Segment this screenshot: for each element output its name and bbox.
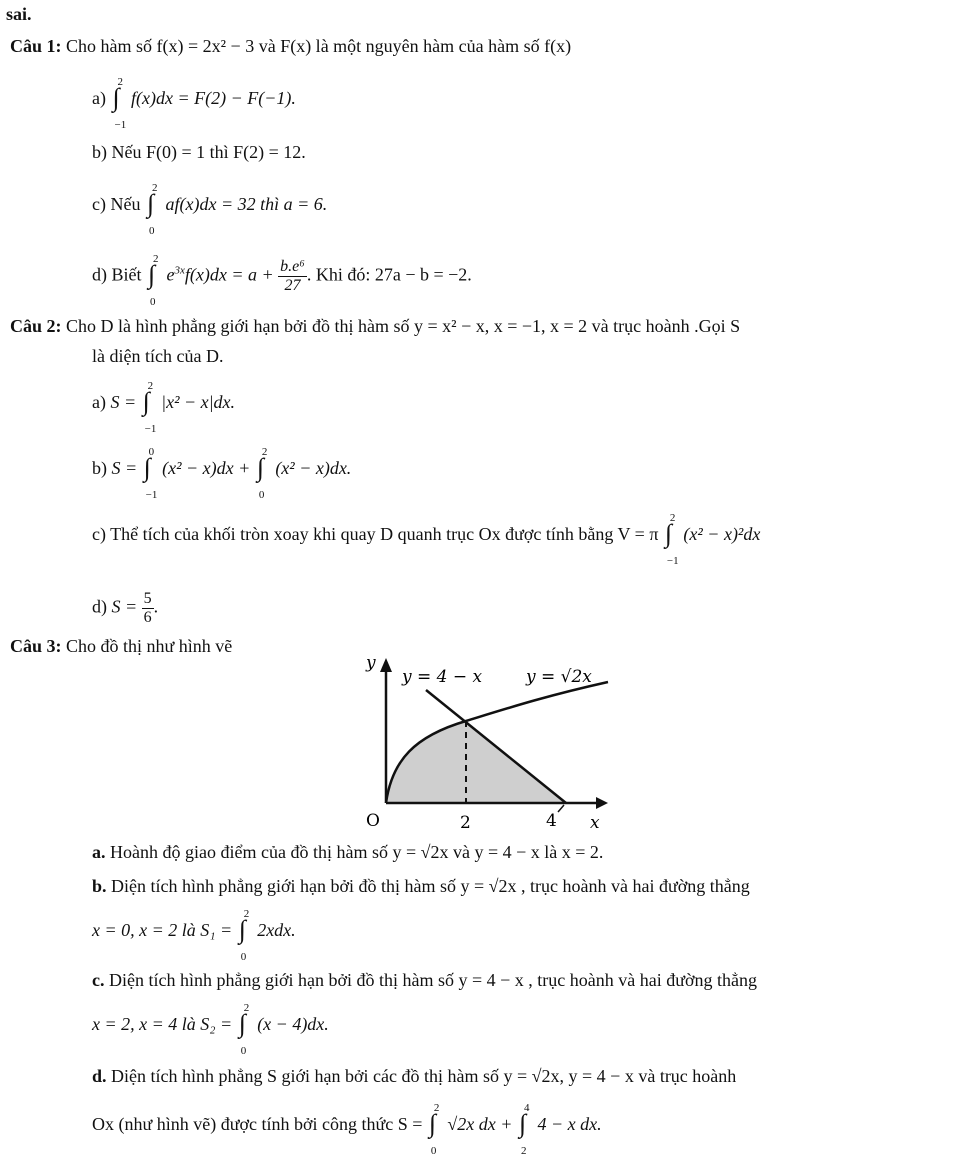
q1-label: Câu 1: — [10, 36, 62, 56]
q1-c-text: af(x)dx = 32 thì a = 6. — [165, 194, 328, 214]
q1-a-label: a) — [92, 88, 106, 108]
fraction-numerator: b.e⁶ — [280, 258, 305, 275]
integral-upper: 2 — [147, 379, 154, 392]
q3-d-label: d. — [92, 1066, 107, 1086]
q1-d-pre: Biết — [111, 264, 142, 285]
q3-option-c — [92, 968, 757, 992]
q3-a-text: Hoành độ giao điểm của đồ thị hàm số y = √2x và y = 4 − x là x = 2. — [110, 842, 604, 862]
integral-upper: 2 — [243, 1001, 250, 1014]
q2-c-text: Thể tích của khối tròn xoay khi quay D quanh trục Ox được tính bằng V = π — [110, 524, 659, 544]
curve1-label: y = 4 − x — [402, 667, 483, 687]
q3-c-line2-tail: (x − 4)dx. — [257, 1014, 329, 1034]
shaded-region — [386, 721, 566, 803]
q1-a-text: f(x)dx = F(2) − F(−1). — [130, 88, 296, 108]
q3-option-d — [92, 1064, 736, 1088]
q3-b-line2-tail: 2xdx. — [257, 920, 296, 940]
q2-b-label: b) — [92, 458, 107, 478]
fraction-denominator: 27 — [284, 277, 301, 294]
q1-option-c — [92, 181, 328, 237]
q3-a-label: a. — [92, 842, 106, 862]
q2-option-b — [92, 445, 352, 501]
q2-label: Câu 2: — [10, 316, 62, 336]
integral-upper: 2 — [153, 252, 159, 265]
q2-a-pre: S = — [110, 392, 137, 412]
q2-option-d — [92, 590, 158, 627]
q1-c-pre: Nếu — [110, 194, 141, 214]
q2-option-a — [92, 379, 236, 435]
integral-upper: 2 — [669, 511, 676, 524]
integral-sign: ∫ 2 0 — [238, 920, 252, 944]
integral-upper: 2 — [243, 907, 250, 920]
q1-option-b — [92, 140, 306, 164]
integral-lower: −1 — [114, 118, 127, 131]
q3-option-d-line2 — [92, 1101, 602, 1157]
q2-stem-line — [10, 314, 740, 338]
integral-lower: 0 — [240, 950, 247, 963]
q1-option-a — [92, 75, 296, 131]
integral-sign: ∫ 2 −1 — [142, 392, 156, 416]
q2-a-text: |x² − x|dx. — [161, 392, 236, 412]
integral-sign: ∫ 2 0 — [256, 458, 270, 482]
q2-d-tail: . — [153, 596, 159, 617]
q1-d-fraction — [278, 258, 307, 295]
integral-sign: ∫ 2 0 — [428, 1114, 442, 1138]
q3-d-tail: 4 − x dx. — [537, 1114, 602, 1134]
q3-c-label: c. — [92, 970, 105, 990]
q1-stem: Cho hàm số f(x) = 2x² − 3 và F(x) là một nguyên hàm của hàm số f(x) — [66, 36, 572, 56]
q2-b-mid: (x² − x)dx + — [162, 458, 251, 478]
integral-sign: ∫ 2 −1 — [111, 88, 125, 112]
integral-lower: 0 — [430, 1144, 437, 1157]
q3-option-a — [92, 840, 603, 864]
q2-c-tail: (x² − x)²dx — [683, 524, 761, 544]
y-axis-label: y — [366, 653, 376, 673]
integral-sign: ∫ 2 0 — [146, 194, 160, 218]
tick-label-2: 2 — [460, 813, 471, 833]
q2-stem-line-2: là diện tích của D. — [92, 346, 224, 366]
tick-pointer-4 — [558, 805, 564, 812]
curve2-label: y = √2x — [526, 667, 592, 687]
integral-lower: −1 — [666, 554, 679, 567]
integral-lower: 0 — [150, 295, 156, 308]
q1-d-base: e — [166, 264, 175, 285]
q3-d-mid: √2x dx + — [447, 1114, 513, 1134]
q2-d-fraction — [142, 590, 154, 627]
integral-upper: 2 — [117, 75, 123, 88]
q3-stem-line — [10, 634, 232, 658]
q1-stem-line — [10, 34, 571, 58]
q1-d-exponent: 3x — [174, 264, 185, 277]
q1-b-label: b) — [92, 142, 107, 162]
q3-label: Câu 3: — [10, 636, 62, 656]
origin-label: O — [366, 811, 380, 831]
q2-c-label: c) — [92, 524, 106, 544]
integral-upper: 2 — [261, 445, 268, 458]
tick-label-4: 4 — [546, 811, 557, 831]
integral-lower: 0 — [258, 488, 265, 501]
q1-c-label: c) — [92, 194, 106, 214]
q2-a-label: a) — [92, 392, 106, 412]
q1-d-label: d) — [92, 264, 107, 285]
q3-graph — [340, 640, 630, 840]
q1-d-text: f(x)dx = a + — [184, 264, 274, 285]
q3-b-line1: Diện tích hình phẳng giới hạn bởi đồ thị hàm số y = √2x , trục hoành và hai đường thẳng — [111, 876, 750, 896]
q3-stem: Cho đồ thị như hình vẽ — [66, 636, 233, 656]
q1-option-d — [92, 252, 472, 308]
q3-option-b-line2 — [92, 907, 296, 963]
top-fragment: sai. — [6, 4, 32, 24]
integral-sign: ∫ 4 2 — [518, 1114, 532, 1138]
q2-option-c — [92, 511, 761, 567]
q1-d-tail: . Khi đó: 27a − b = −2. — [306, 264, 472, 285]
integral-upper: 0 — [148, 445, 155, 458]
y-axis-arrow-icon — [380, 658, 392, 672]
q3-d-line1: Diện tích hình phẳng S giới hạn bởi các đồ thị hàm số y = √2x, y = 4 − x và trục hoành — [111, 1066, 737, 1086]
q3-d-line2-pre: Ox (như hình vẽ) được tính bởi công thức S = — [92, 1114, 423, 1134]
integral-lower: −1 — [144, 422, 157, 435]
q3-option-b — [92, 874, 750, 898]
integral-sign: ∫ 2 0 — [147, 265, 161, 289]
fraction-numerator: 5 — [143, 590, 152, 607]
q3-b-line2-pre: x = 0, x = 2 là S₁ = — [92, 920, 233, 940]
q1-b-text: Nếu F(0) = 1 thì F(2) = 12. — [111, 142, 306, 162]
q2-stem-1: Cho D là hình phẳng giới hạn bởi đồ thị hàm số y = x² − x, x = −1, x = 2 và trục hoành .Gọi S — [66, 316, 741, 336]
integral-upper: 2 — [433, 1101, 440, 1114]
q2-b-text: (x² − x)dx. — [275, 458, 352, 478]
q3-c-line1: Diện tích hình phẳng giới hạn bởi đồ thị hàm số y = 4 − x , trục hoành và hai đường thẳng — [109, 970, 758, 990]
integral-sign: ∫ 2 −1 — [664, 524, 678, 548]
q2-d-pre: S = — [111, 596, 138, 617]
q2-b-pre: S = — [111, 458, 138, 478]
integral-lower: 0 — [240, 1044, 247, 1057]
q3-option-c-line2 — [92, 1001, 329, 1057]
q3-c-line2-pre: x = 2, x = 4 là S₂ = — [92, 1014, 233, 1034]
integral-sign: ∫ 0 −1 — [143, 458, 157, 482]
q3-b-label: b. — [92, 876, 107, 896]
x-axis-arrow-icon — [596, 797, 608, 809]
fraction-denominator: 6 — [143, 609, 152, 626]
integral-lower: 2 — [520, 1144, 527, 1157]
x-axis-label: x — [590, 813, 600, 833]
q2-d-label: d) — [92, 596, 107, 617]
integral-sign: ∫ 2 0 — [238, 1014, 252, 1038]
integral-upper: 2 — [151, 181, 158, 194]
integral-upper: 4 — [523, 1101, 530, 1114]
integral-lower: −1 — [145, 488, 158, 501]
integral-lower: 0 — [148, 224, 155, 237]
